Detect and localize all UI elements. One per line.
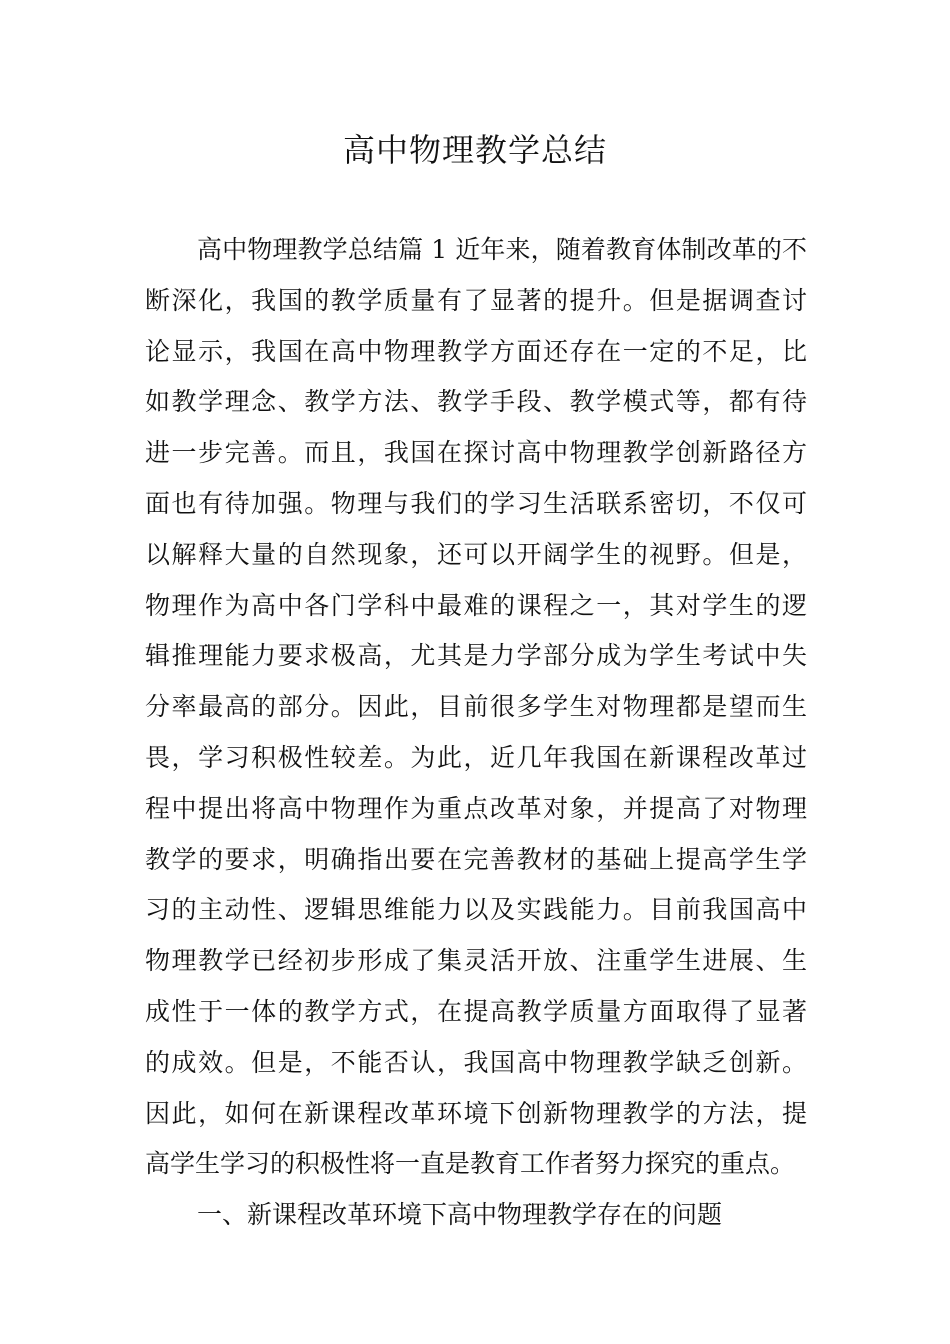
paragraph-line: 辑推理能力要求极高，尤其是力学部分成为学生考试中失 [145,641,807,671]
paragraph-line: 物理作为高中各门学科中最难的课程之一，其对学生的逻 [145,590,807,620]
paragraph-line: 高中物理教学总结篇 1 近年来，随着教育体制改革的不 [197,235,807,264]
paragraph-line: 进一步完善。而且，我国在探讨高中物理教学创新路径方 [145,438,807,468]
paragraph-line: 物理教学已经初步形成了集灵活开放、注重学生进展、生 [145,946,807,976]
document-body [145,225,807,1241]
paragraph-line: 论显示，我国在高中物理教学方面还存在一定的不足，比 [145,336,807,366]
paragraph-line: 高学生学习的积极性将一直是教育工作者努力探究的重点。 [145,1149,796,1179]
paragraph-line: 面也有待加强。物理与我们的学习生活联系密切，不仅可 [145,488,807,518]
paragraph-line: 以解释大量的自然现象，还可以开阔学生的视野。但是， [145,539,807,569]
paragraph-line: 如教学理念、教学方法、教学手段、教学模式等，都有待 [145,387,807,417]
paragraph-line: 习的主动性、逻辑思维能力以及实践能力。目前我国高中 [145,895,807,925]
paragraph-line: 畏，学习积极性较差。为此，近几年我国在新课程改革过 [145,742,807,772]
paragraph-line: 因此，如何在新课程改革环境下创新物理教学的方法，提 [145,1098,807,1128]
section-heading: 一、新课程改革环境下高中物理教学存在的问题 [197,1200,723,1230]
paragraph-line: 断深化，我国的教学质量有了显著的提升。但是据调查讨 [145,285,807,315]
paragraph-line: 教学的要求，明确指出要在完善教材的基础上提高学生学 [145,844,807,874]
paragraph-line: 程中提出将高中物理作为重点改革对象，并提高了对物理 [145,793,807,823]
paragraph-line: 的成效。但是，不能否认，我国高中物理教学缺乏创新。 [145,1047,807,1077]
document-title: 高中物理教学总结 [342,131,607,169]
paragraph-line: 成性于一体的教学方式，在提高教学质量方面取得了显著 [145,996,807,1026]
paragraph-line: 分率最高的部分。因此，目前很多学生对物理都是望而生 [145,692,807,722]
